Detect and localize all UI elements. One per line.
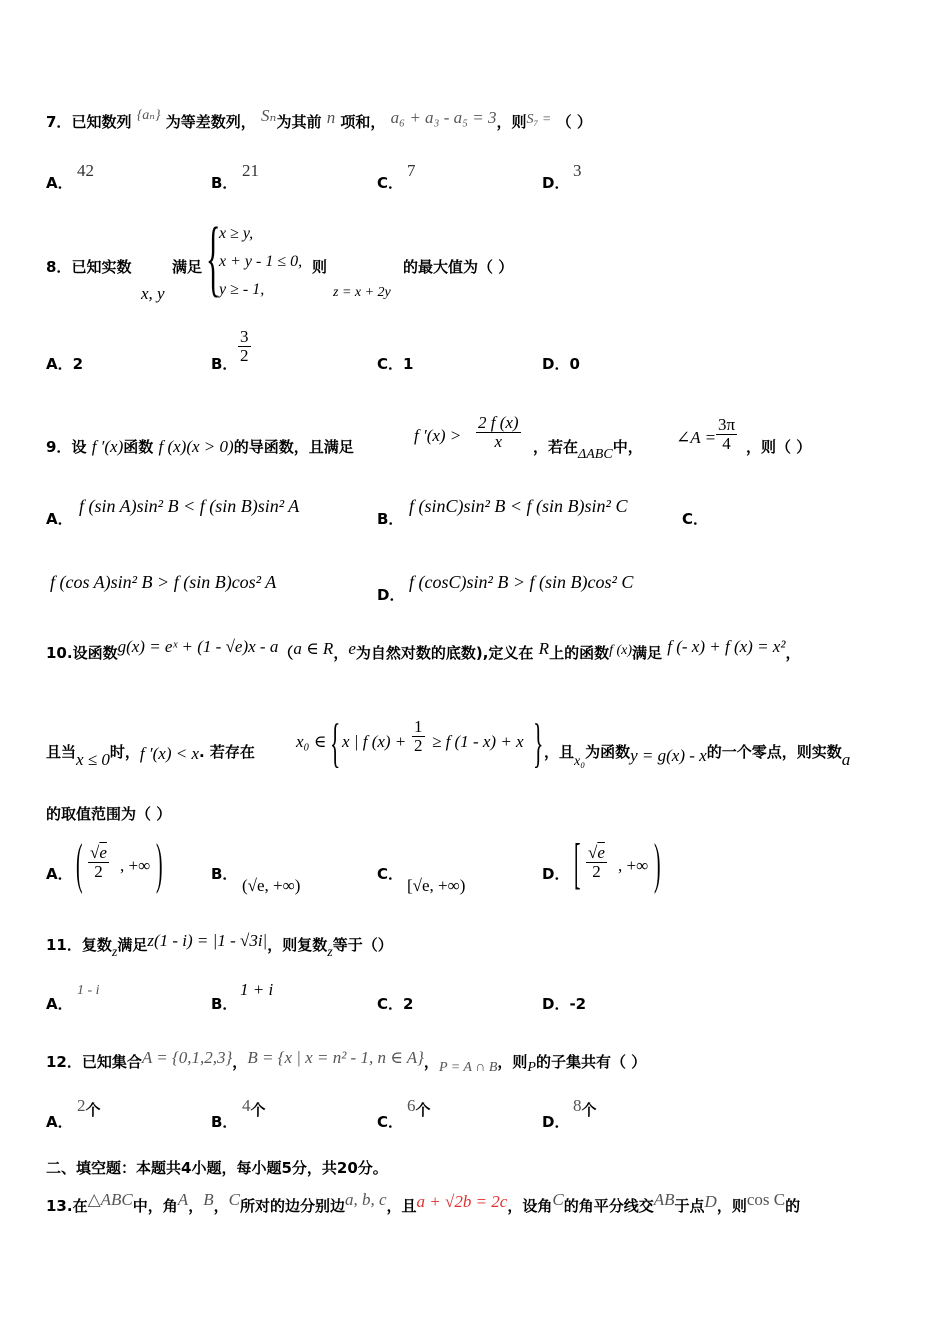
q9-stem: 9．设 f ′(x)函数 f (x)(x > 0)的导函数，且满足 [46, 437, 354, 456]
q9-option-d-label: D． [377, 586, 405, 604]
q13-stem: 13.在△ABC中，角A，B，C所对的边分别边a, b, c，且a + √2b = 2c，设角C的角平分线交AB于点D，则cos C的 [46, 1190, 801, 1215]
q10-option-a-label: A． [46, 865, 73, 883]
q10-number: 10. [46, 644, 73, 662]
q12-option-b-label: B． [211, 1113, 238, 1131]
q9-inequality: f ′(x) > [414, 426, 462, 445]
q9-option-b-label: B． [377, 510, 404, 528]
q7-stem: 7．已知数列 {aₙ} 为等差数列， Sₙ为其前 n 项和， a₆ + a₃ - a₅ = 3，则S₇ = （ ） [46, 106, 592, 131]
q10-stem-line3: 的取值范围为（ ） [46, 805, 172, 823]
q8-vars: x, y [141, 284, 165, 303]
q9-option-a[interactable]: f (sin A)sin² B < f (sin B)sin² A [79, 496, 300, 516]
q11-option-b-label: B． [211, 995, 238, 1013]
q12-option-b[interactable]: 4个 [242, 1096, 266, 1119]
q8-system: x ≥ y, x + y - 1 ≤ 0, y ≥ - 1, [219, 225, 303, 298]
q7-option-d-label: D． [542, 174, 570, 192]
q11-option-c[interactable]: C．2 [377, 995, 414, 1013]
q9-option-d[interactable]: f (cosC)sin² B > f (sin B)cos² C [409, 572, 634, 592]
q11-stem: 11．复数z满足z(1 - i) = |1 - √3i|，则复数z等于（） [46, 931, 393, 960]
q8-option-b-label: B． [211, 355, 238, 373]
q9-inequality-fraction: $\frac{2 f (x)}{x}$ [478, 413, 519, 451]
q12-option-d[interactable]: 8个 [573, 1096, 597, 1119]
q10-option-c[interactable]: [√e, +∞) [407, 876, 466, 895]
q10-option-b-label: B． [211, 865, 238, 883]
q7-sequence: {aₙ} [136, 108, 161, 123]
q9-number: 9． [46, 438, 72, 456]
q11-option-b[interactable]: 1 + i [240, 980, 274, 999]
q8-system-brace: { [206, 209, 221, 305]
q8-option-d[interactable]: D．0 [542, 355, 580, 373]
q11-number: 11． [46, 936, 82, 954]
q10-set: x₀ ∈ [296, 732, 327, 751]
q10-option-d-label: D． [542, 865, 570, 883]
q11-option-d[interactable]: D．-2 [542, 995, 587, 1013]
q12-number: 12． [46, 1053, 82, 1071]
q11-option-a[interactable]: 1 - i [77, 983, 100, 998]
q9-option-a-label: A． [46, 510, 73, 528]
q12-option-a-label: A． [46, 1113, 73, 1131]
q12-stem: 12．已知集合A = {0,1,2,3}，B = {x | x = n² - 1, n ∈ A}，P = A ∩ B，则P的子集共有（ ） [46, 1048, 647, 1075]
q7-option-c-label: C． [377, 174, 404, 192]
q13-condition: a + √2b = 2c [416, 1192, 508, 1211]
q10-option-b[interactable]: (√e, +∞) [242, 876, 301, 895]
q8-stem: 8．已知实数 [46, 258, 132, 276]
q7-option-a[interactable]: 42 [77, 161, 94, 180]
q12-option-d-label: D． [542, 1113, 570, 1131]
q7-option-d[interactable]: 3 [573, 161, 582, 180]
q7-option-c[interactable]: 7 [407, 161, 416, 180]
q8-number: 8． [46, 258, 72, 276]
q7-option-b-label: B． [211, 174, 238, 192]
q10-stem-line1: 10.设函数g(x) = eˣ + (1 - √e)x - a（a ∈ R，e为自然对数的底数),定义在 R上的函数f (x)满足 f (- x) + f (x) = x²， [46, 637, 801, 662]
q9-option-c[interactable]: f (cos A)sin² B > f (sin B)cos² A [50, 572, 277, 592]
q8-option-a[interactable]: A．2 [46, 355, 84, 373]
q10-option-a[interactable]: ( $\frac{√e}{2}$ , +∞ ) [76, 833, 163, 895]
section-2-heading: 二、填空题：本题共4小题，每小题5分，共20分。 [46, 1159, 388, 1177]
q8-option-c[interactable]: C．1 [377, 355, 414, 373]
q9-angle-fraction: $\frac{3\pi}{4}$ [718, 415, 736, 453]
q8-option-b[interactable]: $\frac{3}{2}$ [240, 327, 249, 365]
q8-objective: z = x + 2y [333, 285, 391, 300]
q7-option-b[interactable]: 21 [242, 161, 259, 180]
q9-option-c-label: C． [682, 510, 709, 528]
q12-option-c[interactable]: 6个 [407, 1096, 431, 1119]
q7-option-a-label: A． [46, 174, 73, 192]
q10-option-c-label: C． [377, 865, 404, 883]
q11-option-a-label: A． [46, 995, 73, 1013]
q13-number: 13. [46, 1197, 73, 1215]
q12-option-a[interactable]: 2个 [77, 1096, 101, 1119]
q10-set-fraction: $\frac{1}{2}$ [414, 717, 423, 755]
q9-angle: ∠A = [676, 428, 717, 447]
q7-sn: Sₙ [261, 106, 277, 125]
q10-option-d[interactable]: [ $\frac{√e}{2}$ , +∞ ) [574, 833, 661, 895]
q12-option-c-label: C． [377, 1113, 404, 1131]
q7-number: 7． [46, 113, 72, 131]
q10-stem-line2: 且当x ≤ 0时，f ′(x) < x. 若存在 [46, 743, 255, 769]
q7-condition: a₆ + a₃ - a₅ = 3 [390, 108, 497, 127]
q9-option-b[interactable]: f (sinC)sin² B < f (sin B)sin² C [409, 496, 628, 516]
